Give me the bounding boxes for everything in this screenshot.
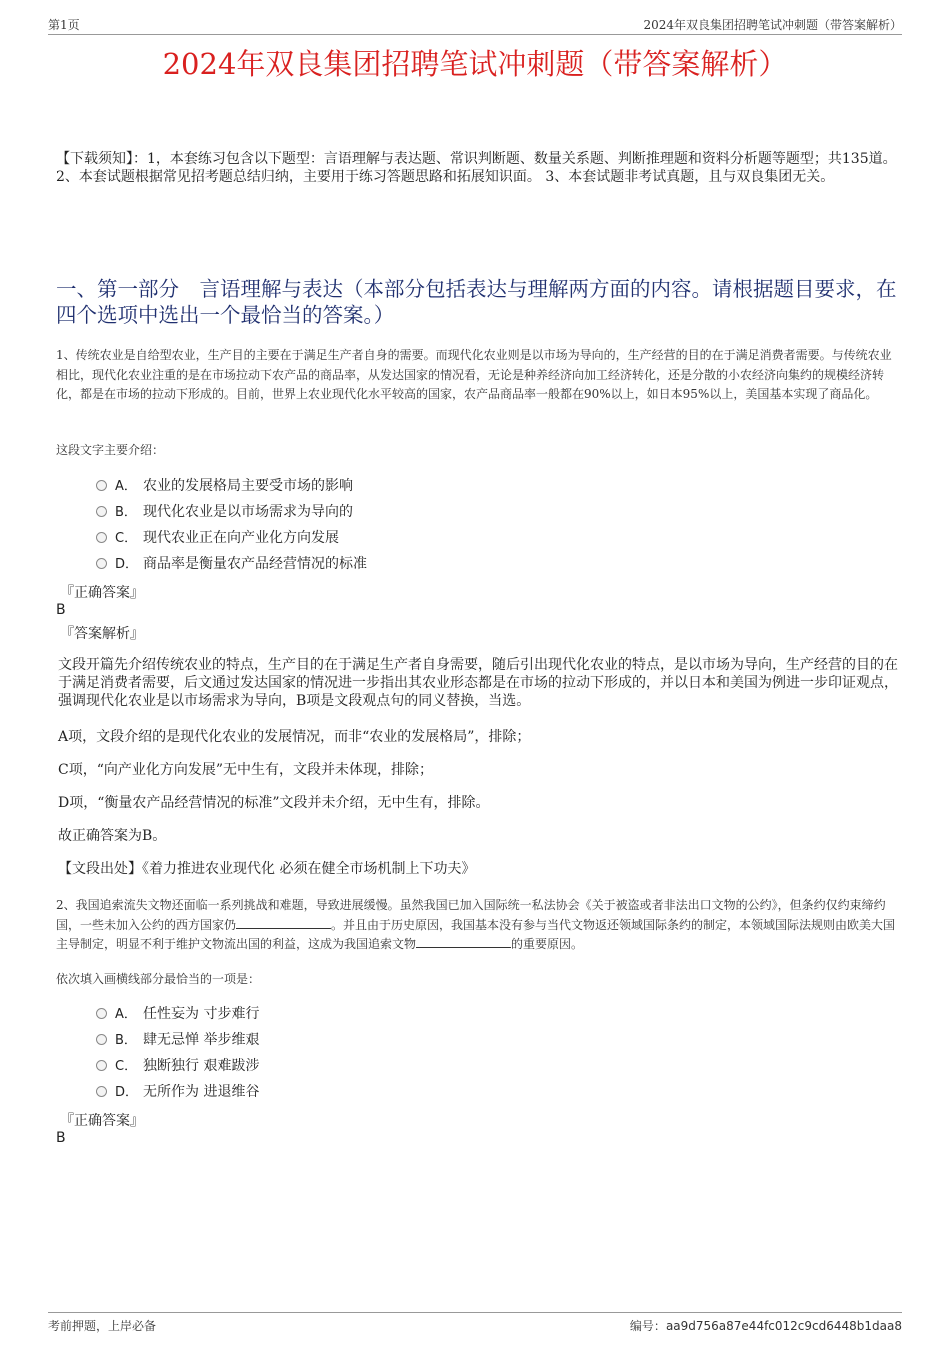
- fill-blank-1: [236, 916, 331, 929]
- q1-analysis-label: 『答案解析』: [60, 626, 144, 642]
- option-text: 独断独行 艰难跋涉: [143, 1058, 260, 1074]
- q1-option-d[interactable]: [96, 554, 367, 574]
- q2-option-c[interactable]: [96, 1056, 259, 1076]
- q1-analysis-c: C项，“向产业化方向发展”无中生有，文段并未体现，排除；: [58, 762, 434, 778]
- option-text: 现代化农业是以市场需求为导向的: [143, 504, 353, 520]
- header-doc-title: 2024年双良集团招聘笔试冲刺题（带答案解析）: [643, 18, 902, 32]
- question-2-text: [56, 896, 898, 955]
- q2-text-part-1: 2、我国追索流失文物还面临一系列挑战和难题，导致进展缓慢。虽然我国已加入国际统一私法协会《关于被盗或者非法出口文物的公约》，但条约仅约束缔约国，一些未加入公约的西方国家仍: [56, 898, 886, 932]
- footer-code-label: 编号：: [629, 1319, 666, 1333]
- option-text: 肆无忌惮 举步维艰: [143, 1032, 260, 1048]
- option-letter: D．: [115, 557, 139, 572]
- option-letter: A．: [115, 479, 137, 494]
- radio-icon[interactable]: [96, 506, 107, 517]
- page-number: 第1页: [48, 18, 80, 32]
- radio-icon[interactable]: [96, 480, 107, 491]
- q2-text-part-3: 的重要原因。: [511, 937, 584, 951]
- document-title: 2024年双良集团招聘笔试冲刺题（带答案解析）: [162, 47, 788, 81]
- section-heading: 一、第一部分 言语理解与表达（本部分包括表达与理解两方面的内容。请根据题目要求，在四个选项中选出一个最恰当的答案。）: [56, 277, 897, 327]
- fill-blank-2: [416, 935, 511, 948]
- q2-answer: B: [56, 1130, 66, 1146]
- page-footer: [48, 1312, 902, 1335]
- q1-answer-label: 『正确答案』: [60, 585, 144, 601]
- option-text: 现代农业正在向产业化方向发展: [143, 530, 339, 546]
- q1-answer: B: [56, 602, 66, 618]
- option-letter: C．: [115, 531, 138, 546]
- option-letter: A．: [115, 1007, 137, 1022]
- option-text: 无所作为 进退维谷: [143, 1084, 260, 1100]
- option-text: 农业的发展格局主要受市场的影响: [143, 478, 353, 494]
- q1-analysis-a: A项，文段介绍的是现代化农业的发展情况，而非“农业的发展格局”，排除；: [58, 729, 531, 745]
- footer-code-value: aa9d756a87e44fc012c9cd6448b1daa8: [665, 1319, 902, 1333]
- q1-option-a[interactable]: [96, 476, 353, 496]
- q2-text-part-2: 。并且由于历史原因，我国基本没有参与当代文物返还领域国际条约的制定，本领域国际法规则由欧美大国主导制定，明显不利于维护文物流出国的利益，这成为我国追索文物: [56, 917, 896, 951]
- question-2-prompt: 依次填入画横线部分最恰当的一项是：: [56, 972, 261, 986]
- download-notice: 【下载须知】：1，本套练习包含以下题型：言语理解与表达题、常识判断题、数量关系题、判断推理题和资料分析题等题型；共135道。 2、本套试题根据常见招考题总结归纳，主要用于练习答题思路和拓展知识面。 3、本套试题非考试真题，且与双良集团无关。: [56, 151, 897, 185]
- radio-icon[interactable]: [96, 532, 107, 543]
- option-letter: D．: [115, 1085, 139, 1100]
- question-1-text: 1、传统农业是自给型农业，生产目的主要在于满足生产者自身的需要。而现代化农业则是以市场为导向的，生产经营的目的在于满足消费者需要。与传统农业相比，现代化农业注重的是在市场拉动下农产品的商品率，从发达国家的情况看，无论是种养经济向加工经济转化，还是分散的小农经济向集约的规模经济转化，都是在市场的拉动下形成的。目前，世界上农业现代化水平较高的国家，农产品商品率一般都在90%以上，如日本95%以上，美国基本实现了商品化。: [56, 348, 892, 401]
- radio-icon[interactable]: [96, 1034, 107, 1045]
- option-text: 商品率是衡量农产品经营情况的标准: [143, 556, 367, 572]
- radio-icon[interactable]: [96, 558, 107, 569]
- footer-slogan: 考前押题，上岸必备: [48, 1319, 157, 1333]
- q2-option-b[interactable]: [96, 1030, 259, 1050]
- q1-option-c[interactable]: [96, 528, 339, 548]
- question-1-prompt: 这段文字主要介绍：: [56, 443, 165, 457]
- option-letter: C．: [115, 1059, 138, 1074]
- q2-option-d[interactable]: [96, 1082, 259, 1102]
- page-header: [48, 16, 902, 35]
- q1-analysis-main: 文段开篇先介绍传统农业的特点，生产目的在于满足生产者自身需要，随后引出现代化农业的特点，是以市场为导向，生产经营的目的在于满足消费者需要，后文通过发达国家的情况进一步指出其农业形态都是在市场的拉动下形成的，并以日本和美国为例进一步印证观点，强调现代化农业是以市场需求为导向，B项是文段观点句的同义替换，当选。: [58, 657, 898, 709]
- radio-icon[interactable]: [96, 1060, 107, 1071]
- radio-icon[interactable]: [96, 1086, 107, 1097]
- q1-source: 【文段出处】《着力推进农业现代化 必须在健全市场机制上下功夫》: [58, 861, 476, 877]
- q2-answer-label: 『正确答案』: [60, 1113, 144, 1129]
- option-text: 任性妄为 寸步难行: [143, 1006, 260, 1022]
- radio-icon[interactable]: [96, 1008, 107, 1019]
- q1-analysis-d: D项，“衡量农产品经营情况的标准”文段并未介绍，无中生有，排除。: [58, 795, 490, 811]
- q1-option-b[interactable]: [96, 502, 353, 522]
- option-letter: B．: [115, 1033, 137, 1048]
- q1-analysis-conclusion: 故正确答案为B。: [58, 828, 167, 844]
- option-letter: B．: [115, 505, 137, 520]
- q2-option-a[interactable]: [96, 1004, 259, 1024]
- footer-code: [630, 1317, 902, 1334]
